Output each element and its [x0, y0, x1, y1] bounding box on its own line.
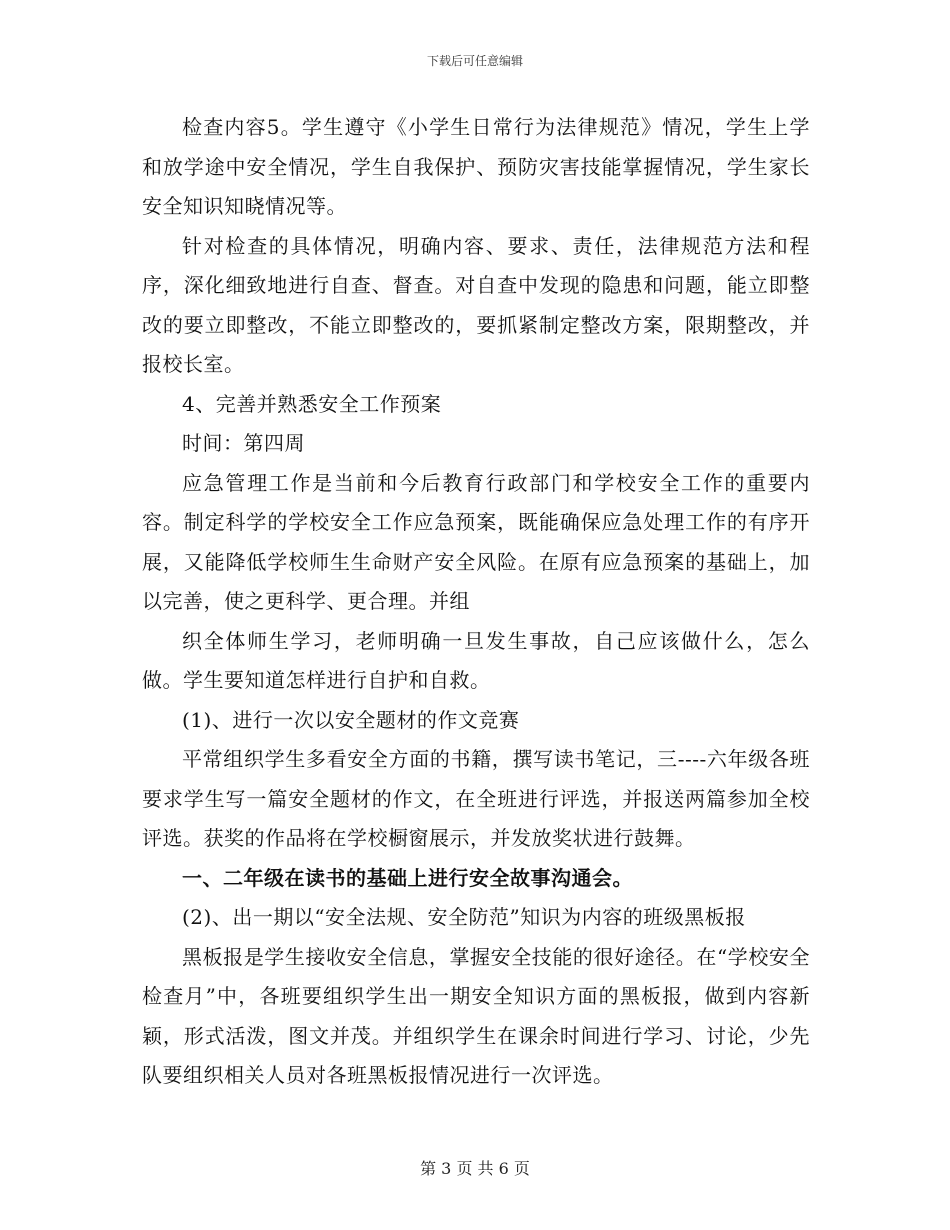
paragraph-essay-details: 平常组织学生多看安全方面的书籍，撰写读书笔记，三----六年级各班要求学生写一篇安全题材的作文，在全班进行评选，并报送两篇参加全校评选。获奖的作品将在学校橱窗展示，并发放奖状进行鼓舞。 [142, 747, 810, 850]
paragraph-self-inspection: 针对检查的具体情况，明确内容、要求、责任，法律规范方法和程序，深化细致地进行自查、督查。对自查中发现的隐患和问题，能立即整改的要立即整改，不能立即整改的，要抓紧制定整改方案，限期整改，并报校长室。 [142, 233, 810, 376]
paragraph-inspection-content-5: 检查内容5。学生遵守《小学生日常行为法律规范》情况，学生上学和放学途中安全情况，学生自我保护、预防灾害技能掌握情况，学生家长安全知识知晓情况等。 [142, 115, 810, 218]
paragraph-blackboard-details: 黑板报是学生接收安全信息，掌握安全技能的很好途径。在“学校安全检查月”中，各班要组织学生出一期安全知识方面的黑板报，做到内容新颖，形式活泼，图文并茂。并组织学生在课余时间进行学习、讨论，少先队要组织相关人员对各班黑板报情况进行一次评选。 [142, 944, 810, 1087]
subheading-blackboard: (2)、出一期以“安全法规、安全防范”知识为内容的班级黑板报 [182, 905, 746, 929]
page-number: 第 3 页 共 6 页 [420, 1159, 530, 1178]
paragraph-story-meeting: 一、二年级在读书的基础上进行安全故事沟通会。 [182, 865, 633, 890]
paragraph-emergency-management: 应急管理工作是当前和今后教育行政部门和学校安全工作的重要内容。制定科学的学校安全工作应急预案，既能确保应急处理工作的有序开展，又能降低学校师生生命财产安全风险。在原有应急预案的基础上，加以完善，使之更科学、更合理。并组 [142, 470, 810, 613]
subheading-essay-contest: (1)、进行一次以安全题材的作文竞赛 [182, 707, 520, 732]
document-body [142, 108, 810, 1096]
paragraph-time-week-4: 时间：第四周 [182, 431, 305, 455]
paragraph-organize-study: 织全体师生学习，老师明确一旦发生事故，自己应该做什么，怎么做。学生要知道怎样进行自护和自救。 [142, 628, 810, 692]
page-header-note: 下载后可任意编辑 [426, 54, 523, 68]
section-heading-safety-plan: 4、完善并熟悉安全工作预案 [182, 391, 442, 416]
